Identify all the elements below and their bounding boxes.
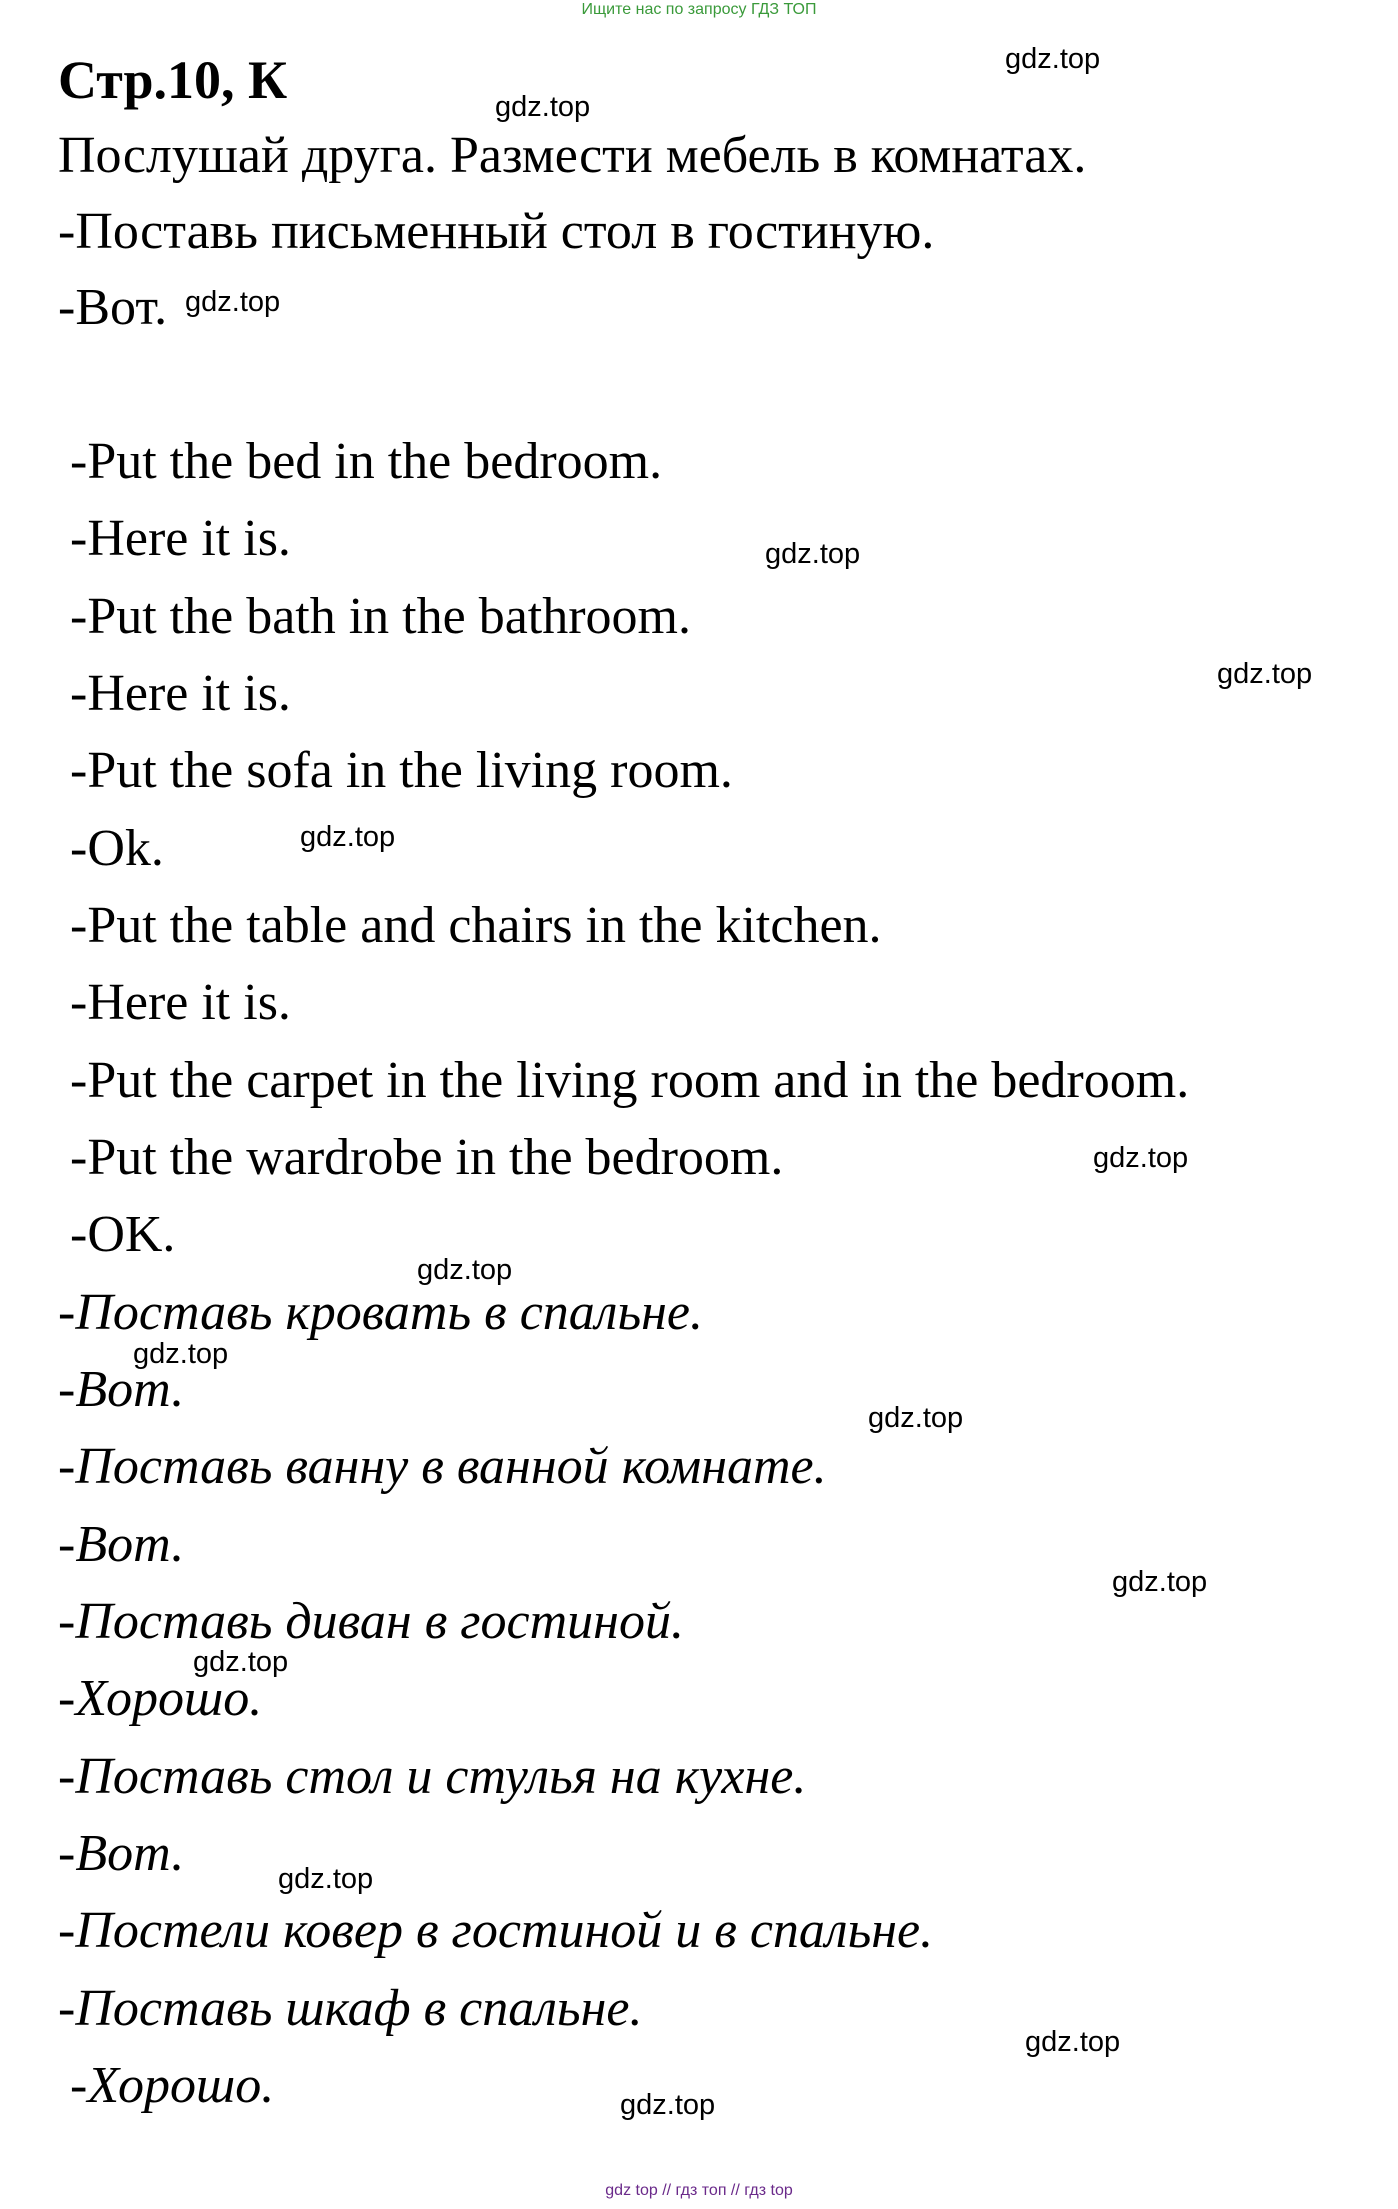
translation-line: -Вот. [58, 1516, 185, 1573]
watermark: gdz.top [1025, 2026, 1121, 2058]
text-line: -Put the carpet in the living room and in the bedroom. [70, 1052, 1190, 1109]
translation-line: -Хорошо. [58, 1670, 263, 1727]
translation-line: -Поставь диван в гостиной. [58, 1593, 684, 1650]
text-line: -Here it is. [70, 974, 291, 1031]
translation-line: -Вот. [58, 1361, 185, 1418]
watermark: gdz.top [278, 1863, 374, 1895]
text-line: -Put the table and chairs in the kitchen. [70, 897, 882, 954]
text-line: -Поставь письменный стол в гостиную. [58, 203, 935, 260]
translation-line: -Поставь стол и стулья на кухне. [58, 1748, 807, 1805]
text-line: -Put the wardrobe in the bedroom. [70, 1129, 784, 1186]
watermark: gdz.top [868, 1402, 964, 1434]
translation-line: -Постели ковер в гостиной и в спальне. [58, 1902, 934, 1959]
text-line: -Here it is. [70, 665, 291, 722]
watermark: gdz.top [185, 286, 281, 318]
watermark: gdz.top [1112, 1566, 1208, 1598]
text-line: -Ok. [70, 820, 164, 877]
watermark: gdz.top [765, 538, 861, 570]
translation-line: -Поставь шкаф в спальне. [58, 1980, 643, 2037]
text-line: -Put the bed in the bedroom. [70, 433, 663, 490]
footer-note: gdz top // гдз топ // гдз top [605, 2182, 793, 2199]
translation-line: -Вот. [58, 1825, 185, 1882]
watermark: gdz.top [1005, 43, 1101, 75]
text-line: -Put the bath in the bathroom. [70, 588, 692, 645]
text-line: -OK. [70, 1206, 176, 1263]
translation-line: -Поставь кровать в спальне. [58, 1284, 703, 1341]
translation-line: -Поставь ванну в ванной комнате. [58, 1438, 827, 1495]
watermark: gdz.top [620, 2089, 716, 2121]
watermark: gdz.top [417, 1254, 513, 1286]
watermark: gdz.top [1217, 658, 1313, 690]
page-title: Стр.10, К [58, 50, 288, 110]
text-line: -Вот. [58, 279, 168, 336]
top-search-note: Ищите нас по запросу ГДЗ ТОП [581, 1, 817, 18]
watermark: gdz.top [133, 1338, 229, 1370]
watermark: gdz.top [495, 91, 591, 123]
text-line: -Here it is. [70, 510, 291, 567]
watermark: gdz.top [193, 1646, 289, 1678]
watermark: gdz.top [300, 821, 396, 853]
watermark: gdz.top [1093, 1142, 1189, 1174]
text-line: -Put the sofa in the living room. [70, 742, 733, 799]
text-line: Послушай друга. Размести мебель в комнатах. [58, 127, 1087, 184]
translation-line: -Хорошо. [70, 2057, 275, 2114]
